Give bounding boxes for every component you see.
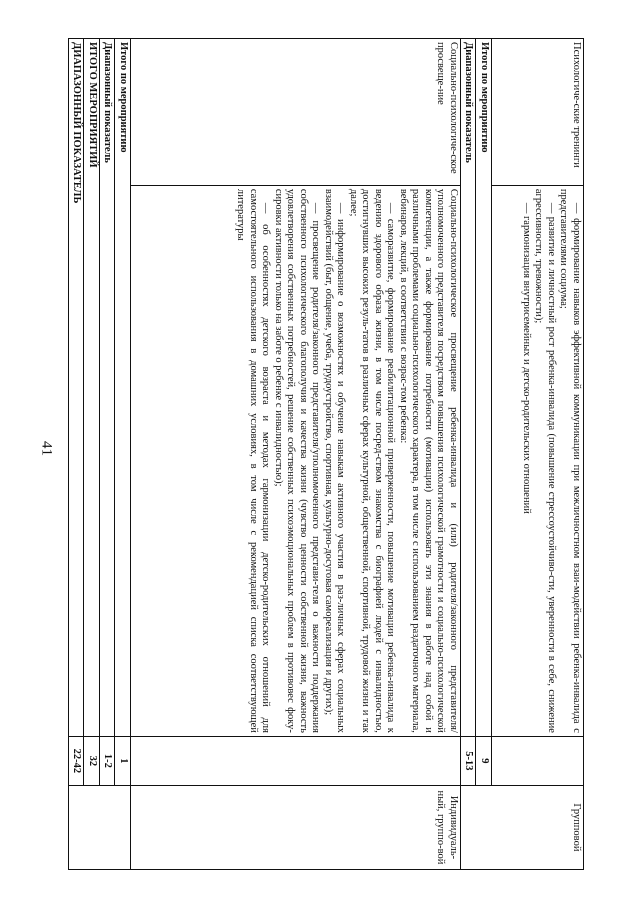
measure-description-social-psych	[131, 185, 461, 736]
range-label: Диапазонный показатель	[100, 39, 116, 737]
list-item: — информирование о возможностях и обучение навыкам активного участия в раз-личных сферах социальных взаимодействий (быт, общение, учеба, трудоустройство, спортивная, культурно-досуговая самореализация и других);	[323, 188, 347, 733]
rotated-table-area	[68, 38, 584, 870]
table-row	[100, 39, 116, 870]
grand-range-label: ДИАПАЗОННЫЙ ПОКАЗАТЕЛЬ	[69, 39, 85, 737]
subtotal-value: 1	[115, 736, 131, 785]
subtotal-label: Итого по мероприятию	[115, 39, 131, 737]
rehabilitation-measures-table	[68, 38, 584, 870]
rotated-page-content	[68, 38, 584, 870]
table-row	[69, 39, 85, 870]
table-row	[84, 39, 100, 870]
range-value: 1-2	[100, 736, 116, 785]
paragraph: Социально-психологическое просвещение ребенка-инвалида и (или) родителя/законного представителя/уполномоченного представителя посредством повышения психологической грамотности и социально-психологической компетенции, а также формирование потребности (мотивации) использовать эти знания в работе над собой и различными проблемами социально-психологического характера, в том числе с использованием раздаточного материала, вебинаров, лекций, в соответствии с возрас-том ребенка:	[398, 188, 459, 733]
measure-count-cell	[492, 736, 584, 785]
table-row	[476, 39, 492, 870]
table-row	[115, 39, 131, 870]
subtotal-value: 9	[476, 736, 492, 785]
measure-count-cell	[131, 736, 461, 785]
table-row	[461, 39, 477, 870]
table-row	[492, 39, 584, 870]
range-label: Диапазонный показатель	[461, 39, 477, 737]
measure-description-psych-trainings	[492, 185, 584, 736]
page-number: 41	[38, 441, 55, 456]
table-row	[131, 39, 461, 870]
grand-range-value: 22-42	[69, 736, 85, 785]
list-item: — гармонизация внутрисемейных и детско-родительских отношений	[521, 202, 532, 514]
measure-form-social-psych: Индивидуаль-ный, группо-вой	[131, 785, 461, 869]
subtotal-label: Итого по мероприятию	[476, 39, 492, 737]
list-item: — формирование навыков эффективной коммуникации при межличностном взаи-модействии ребенка-инвалида с представителями социума;	[558, 188, 582, 733]
grand-total-value: 32	[84, 736, 100, 785]
list-item: — просвещение родителя/законного представителя/уполномоченного представи-теля о важности поддержания собственного психологического благополучия и качества жизни (чувство ценности собственной жизни, важность удовлетворения собственных потребностей, решение собственных психоэмоциональных проблем в противовес фоку-сировки активности только на заботе о ребенке с инвалидностью);	[273, 188, 322, 733]
empty-form-cell	[69, 785, 131, 869]
range-value: 5-13	[461, 736, 477, 785]
list-item: — развитие и личностный рост ребенка-инвалида (повышение стрессоустойчиво-сти, уверенности в себе, снижение агрессивности, тревожности);	[533, 188, 557, 733]
list-item: — саморазвитие, формирование реабилитационной приверженности, повышение мотивации ребенка-инвалида к ведению здорового образа жизни, в том числе посред-ством знакомства с биографией людей с инвалидностью, достигнувших высоких резуль-татов в различных сферах культурной, общественной, спортивной, трудовой жизни и так далее;	[348, 188, 397, 733]
measure-name-psych-trainings: Психологиче-ские тренинги	[492, 39, 584, 186]
measure-name-social-psych: Социально-психологиче-ское просвеще-ние	[131, 39, 461, 186]
measure-form-psych-trainings: Групповой	[461, 785, 584, 869]
list-item: — об особенностях детского возраста и методах гармонизации детско-родительских отношений для самостоятельного использования в домашних условиях, в том числе с рекомендацией списка соответствующей литературы	[235, 188, 272, 733]
grand-total-label: ИТОГО МЕРОПРИЯТИЙ	[84, 39, 100, 737]
